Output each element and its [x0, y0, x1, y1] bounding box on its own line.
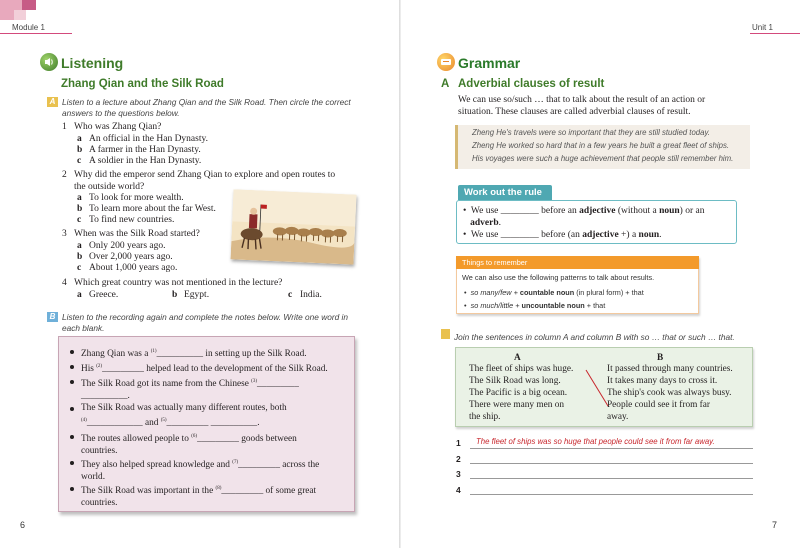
answer-1-text: The fleet of ships was so huge that people could see it from far away. — [476, 437, 715, 446]
part-b-badge: B — [47, 312, 58, 322]
note-5: The routes allowed people to $^{(6)}$_________ goods between countries. — [81, 431, 297, 457]
rule-box — [456, 200, 737, 244]
match-line — [584, 368, 610, 408]
col-b-item: People could see it from far — [607, 400, 711, 410]
part-badge-icon — [441, 329, 450, 339]
col-a-item: The Pacific is a big ocean. — [469, 388, 568, 398]
col-b-item: It passed through many countries. — [607, 364, 733, 374]
grammar-badge-icon — [437, 53, 455, 71]
option[interactable]: c India. — [288, 290, 322, 300]
grammar-intro: We can use so/such … that to talk about the result of an action or situation. These clauses are called adverbial clauses of result. — [458, 95, 706, 117]
grammar-letter: A — [441, 78, 450, 90]
note-4: The Silk Road was actually many different routes, both $^{(4)}$____________ and $^{(5)}$_________ __________. — [81, 403, 287, 429]
option[interactable]: c A soldier in the Han Dynasty. — [77, 156, 202, 166]
instruction-b: B Listen to the recording again and complete the notes below. Write one word in each blank. — [47, 312, 348, 334]
remember-pattern-2: • so much/little + uncountable noun + that — [464, 301, 606, 310]
answer-number: 2 — [456, 454, 461, 464]
col-a-item: The Silk Road was long. — [469, 376, 561, 386]
module-label: Module 1 — [12, 23, 45, 32]
option[interactable]: b A farmer in the Han Dynasty. — [77, 145, 201, 155]
example-box — [455, 125, 750, 169]
rule-line-1: • We use ________ before an adjective (without a noun) or an adverb. — [463, 206, 705, 228]
instruction-a: A Listen to a lecture about Zhang Qian and the Silk Road. Then circle the correct answers to the questions below. — [47, 97, 351, 119]
question-2: 2 Why did the emperor send Zhang Qian to explore and open routes to the outside world? — [62, 170, 336, 192]
unit-label: Unit 1 — [752, 23, 773, 32]
option[interactable]: c To find new countries. — [77, 215, 175, 225]
option[interactable]: c About 1,000 years ago. — [77, 263, 178, 273]
col-a-head: A — [514, 353, 521, 363]
answer-line[interactable] — [470, 478, 753, 479]
header-decor — [14, 10, 26, 20]
example-1: Zheng He's travels were so important that they are still studied today. — [472, 128, 710, 137]
header-rule — [0, 33, 72, 34]
silk-road-illustration — [231, 189, 357, 264]
join-instruction: Join the sentences in column A and column B with so … that or such … that. — [441, 329, 735, 343]
remember-intro: We can also use the following patterns to talk about results. — [462, 273, 655, 282]
col-b-head: B — [657, 353, 664, 363]
part-a-badge: A — [47, 97, 58, 107]
columns-box — [455, 347, 753, 427]
work-out-rule-tab: Work out the rule — [458, 185, 552, 200]
answer-number: 3 — [456, 469, 461, 479]
example-3: His voyages were such a huge achievement that people still remember him. — [472, 154, 734, 163]
notes-box — [58, 336, 355, 512]
note-2: His $^{(2)}$_________ helped lead to the development of the Silk Road. — [81, 361, 328, 376]
remember-title: Things to remember — [456, 256, 699, 269]
grammar-subtitle: Adverbial clauses of result — [458, 78, 605, 90]
option[interactable]: a To look for more wealth. — [77, 193, 184, 203]
page-gutter — [399, 0, 401, 548]
speaker-icon — [40, 53, 58, 71]
answer-line[interactable] — [470, 448, 753, 449]
option[interactable]: a Only 200 years ago. — [77, 241, 166, 251]
page-number-right: 7 — [772, 520, 778, 530]
option[interactable]: b Egypt. — [172, 290, 210, 300]
listening-title: Listening — [61, 55, 124, 71]
header-rule — [750, 33, 800, 34]
col-b-item: It takes many days to cross it. — [607, 376, 718, 386]
page-number-left: 6 — [20, 520, 26, 530]
col-a-item: The fleet of ships was huge. — [469, 364, 574, 374]
col-a-item: There were many men on — [469, 400, 564, 410]
example-2: Zheng He worked so hard that in a few years he built a great fleet of ships. — [472, 141, 730, 150]
col-b-item: The ship's cook was always busy. — [607, 388, 732, 398]
remember-pattern-1: • so many/few + countable noun (in plural form) + that — [464, 288, 644, 297]
option[interactable]: b Over 2,000 years ago. — [77, 252, 173, 262]
listening-subtitle: Zhang Qian and the Silk Road — [61, 78, 224, 90]
col-b-item: away. — [607, 412, 629, 422]
rule-line-2: • We use ________ before (an adjective +) a noun. — [463, 230, 662, 240]
answer-number: 4 — [456, 485, 461, 495]
note-3: The Silk Road got its name from the Chinese $^{(3)}$_________ __________. — [81, 376, 299, 402]
grammar-title: Grammar — [458, 55, 521, 71]
header-decor — [22, 0, 36, 10]
col-a-item: the ship. — [469, 412, 501, 422]
option[interactable]: a An official in the Han Dynasty. — [77, 134, 208, 144]
answer-number: 1 — [456, 438, 461, 448]
option[interactable]: a Greece. — [77, 290, 119, 300]
note-6: They also helped spread knowledge and $^{(7)}$_________ across the world. — [81, 457, 319, 483]
answer-line[interactable] — [470, 494, 753, 495]
answer-line[interactable] — [470, 463, 753, 464]
option[interactable]: b To learn more about the far West. — [77, 204, 216, 214]
note-7: The Silk Road was important in the $^{(8)}$_________ of some great countries. — [81, 483, 316, 509]
note-1: Zhang Qian was a $^{(1)}$__________ in setting up the Silk Road. — [81, 346, 307, 361]
